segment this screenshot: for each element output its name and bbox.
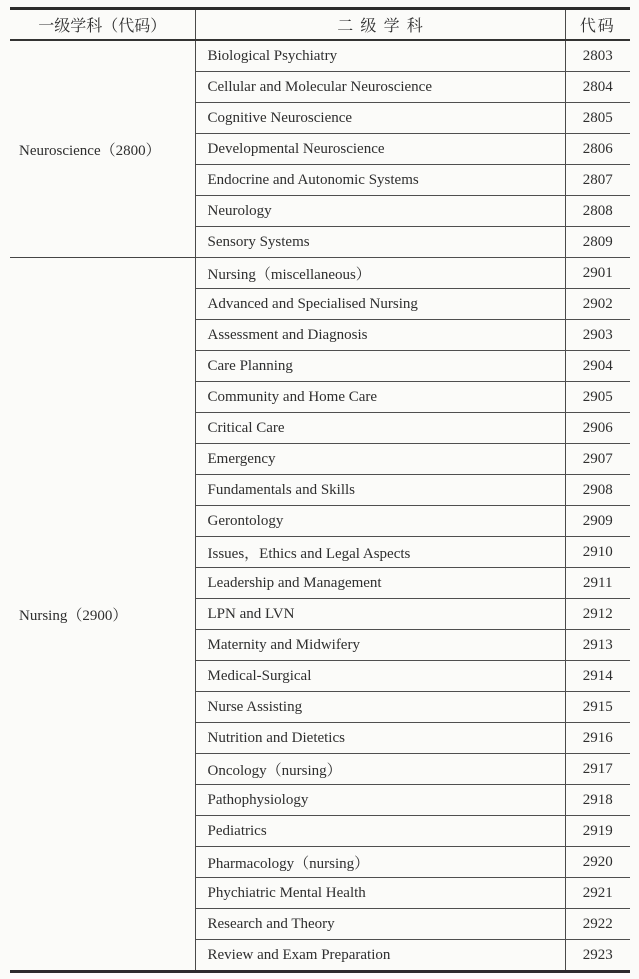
secondary-discipline-cell: Oncology（nursing） — [195, 754, 565, 785]
code-cell: 2803 — [565, 40, 630, 72]
secondary-discipline-cell: Neurology — [195, 196, 565, 227]
secondary-discipline-cell: Pathophysiology — [195, 785, 565, 816]
secondary-discipline-cell: Maternity and Midwifery — [195, 630, 565, 661]
code-cell: 2922 — [565, 909, 630, 940]
code-cell: 2907 — [565, 444, 630, 475]
secondary-discipline-cell: Nurse Assisting — [195, 692, 565, 723]
code-cell: 2908 — [565, 475, 630, 506]
secondary-discipline-cell: Sensory Systems — [195, 227, 565, 258]
secondary-discipline-cell: Pharmacology（nursing） — [195, 847, 565, 878]
secondary-discipline-cell: Research and Theory — [195, 909, 565, 940]
code-cell: 2902 — [565, 289, 630, 320]
secondary-discipline-cell: Nursing（miscellaneous） — [195, 258, 565, 289]
table-row — [10, 258, 630, 289]
secondary-discipline-cell: Cellular and Molecular Neuroscience — [195, 72, 565, 103]
code-cell: 2917 — [565, 754, 630, 785]
code-cell: 2906 — [565, 413, 630, 444]
secondary-discipline-cell: Critical Care — [195, 413, 565, 444]
secondary-discipline-cell: Endocrine and Autonomic Systems — [195, 165, 565, 196]
secondary-discipline-cell: Issues，Ethics and Legal Aspects — [195, 537, 565, 568]
code-cell: 2805 — [565, 103, 630, 134]
secondary-discipline-cell: Leadership and Management — [195, 568, 565, 599]
code-cell: 2912 — [565, 599, 630, 630]
code-cell: 2807 — [565, 165, 630, 196]
secondary-discipline-cell: Care Planning — [195, 351, 565, 382]
code-cell: 2913 — [565, 630, 630, 661]
code-cell: 2911 — [565, 568, 630, 599]
subject-classification-table — [10, 7, 630, 973]
secondary-discipline-cell: Community and Home Care — [195, 382, 565, 413]
code-cell: 2910 — [565, 537, 630, 568]
code-cell: 2923 — [565, 940, 630, 972]
secondary-discipline-cell: Medical-Surgical — [195, 661, 565, 692]
secondary-discipline-cell: Emergency — [195, 444, 565, 475]
secondary-discipline-cell: Cognitive Neuroscience — [195, 103, 565, 134]
code-cell: 2920 — [565, 847, 630, 878]
code-cell: 2914 — [565, 661, 630, 692]
column-header-primary-discipline: 一级学科（代码） — [10, 9, 195, 41]
secondary-discipline-cell: Pediatrics — [195, 816, 565, 847]
code-cell: 2909 — [565, 506, 630, 537]
secondary-discipline-cell: Developmental Neuroscience — [195, 134, 565, 165]
table-header-row — [10, 9, 630, 41]
primary-discipline-cell: Neuroscience（2800） — [10, 40, 195, 258]
code-cell: 2806 — [565, 134, 630, 165]
code-cell: 2904 — [565, 351, 630, 382]
code-cell: 2918 — [565, 785, 630, 816]
secondary-discipline-cell: LPN and LVN — [195, 599, 565, 630]
secondary-discipline-cell: Assessment and Diagnosis — [195, 320, 565, 351]
code-cell: 2919 — [565, 816, 630, 847]
secondary-discipline-cell: Gerontology — [195, 506, 565, 537]
column-header-code: 代码 — [565, 9, 630, 41]
code-cell: 2921 — [565, 878, 630, 909]
secondary-discipline-cell: Advanced and Specialised Nursing — [195, 289, 565, 320]
code-cell: 2903 — [565, 320, 630, 351]
secondary-discipline-cell: Nutrition and Dietetics — [195, 723, 565, 754]
code-cell: 2804 — [565, 72, 630, 103]
code-cell: 2915 — [565, 692, 630, 723]
secondary-discipline-cell: Fundamentals and Skills — [195, 475, 565, 506]
secondary-discipline-cell: Phychiatric Mental Health — [195, 878, 565, 909]
table-body — [10, 40, 630, 972]
code-cell: 2916 — [565, 723, 630, 754]
secondary-discipline-cell: Biological Psychiatry — [195, 40, 565, 72]
table-row — [10, 40, 630, 72]
code-cell: 2809 — [565, 227, 630, 258]
code-cell: 2901 — [565, 258, 630, 289]
secondary-discipline-cell: Review and Exam Preparation — [195, 940, 565, 972]
code-cell: 2905 — [565, 382, 630, 413]
column-header-secondary-discipline: 二级学科 — [195, 9, 565, 41]
primary-discipline-cell: Nursing（2900） — [10, 258, 195, 972]
code-cell: 2808 — [565, 196, 630, 227]
